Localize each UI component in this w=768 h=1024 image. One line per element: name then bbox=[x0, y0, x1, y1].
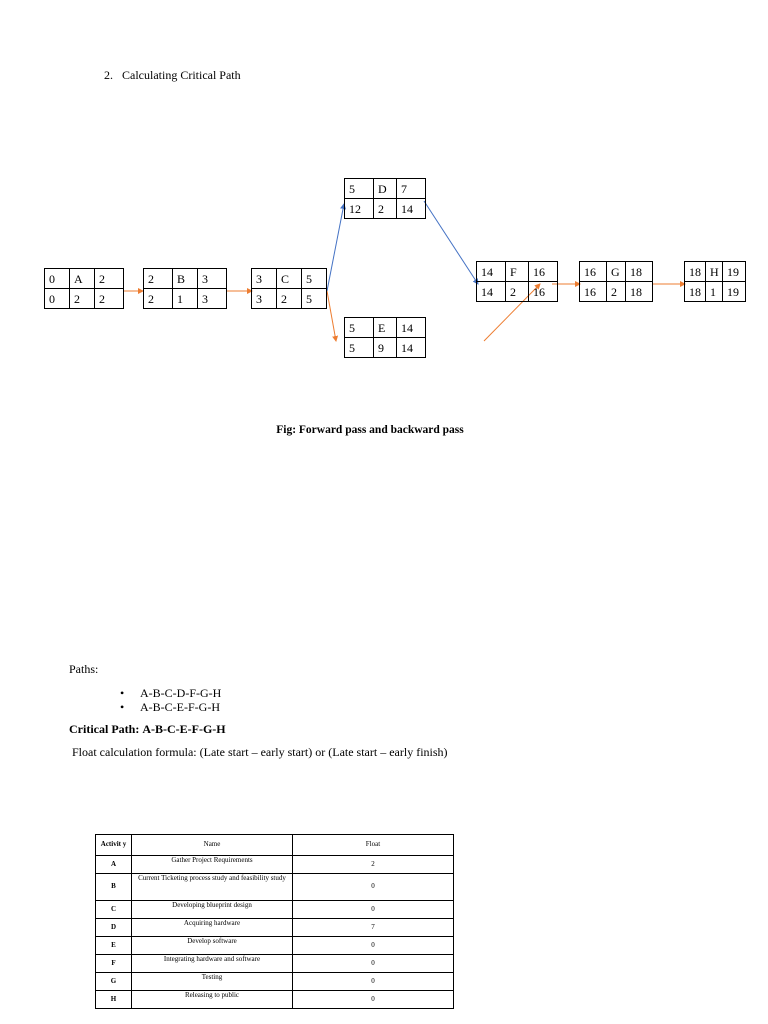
node-a-late-finish: 2 bbox=[95, 289, 124, 309]
node-h-late-finish: 19 bbox=[723, 282, 746, 302]
node-h-early-start: 18 bbox=[685, 262, 706, 282]
activity-name: Integrating hardware and software bbox=[132, 955, 293, 973]
node-b bbox=[143, 268, 227, 309]
node-h-label: H bbox=[706, 262, 723, 282]
node-d-late-finish: 14 bbox=[397, 199, 426, 219]
activity-name: Testing bbox=[132, 973, 293, 991]
node-c-late-start: 3 bbox=[252, 289, 277, 309]
activity-name: Releasing to public bbox=[132, 991, 293, 1009]
node-f-early-start: 14 bbox=[477, 262, 506, 282]
node-d-duration: 2 bbox=[374, 199, 397, 219]
heading-text: Calculating Critical Path bbox=[122, 68, 241, 82]
node-c bbox=[251, 268, 327, 309]
node-e-early-finish: 14 bbox=[397, 318, 426, 338]
heading-number: 2. bbox=[104, 68, 113, 82]
node-d bbox=[344, 178, 426, 219]
activity-code: A bbox=[96, 856, 132, 874]
node-g-late-start: 16 bbox=[580, 282, 607, 302]
node-a-early-finish: 2 bbox=[95, 269, 124, 289]
node-g-early-finish: 18 bbox=[626, 262, 653, 282]
activity-name: Developing blueprint design bbox=[132, 901, 293, 919]
node-g bbox=[579, 261, 653, 302]
node-a-duration: 2 bbox=[70, 289, 95, 309]
node-h bbox=[684, 261, 746, 302]
node-b-early-finish: 3 bbox=[198, 269, 227, 289]
table-header-row bbox=[96, 835, 454, 856]
activity-float: 0 bbox=[293, 955, 454, 973]
figure-caption: Fig: Forward pass and backward pass bbox=[276, 424, 464, 436]
table-row bbox=[96, 901, 454, 919]
node-g-early-start: 16 bbox=[580, 262, 607, 282]
activity-code: F bbox=[96, 955, 132, 973]
node-g-late-finish: 18 bbox=[626, 282, 653, 302]
node-b-label: B bbox=[173, 269, 198, 289]
node-g-label: G bbox=[607, 262, 626, 282]
table-row bbox=[96, 955, 454, 973]
activity-code: E bbox=[96, 937, 132, 955]
node-c-early-start: 3 bbox=[252, 269, 277, 289]
node-b-early-start: 2 bbox=[144, 269, 173, 289]
table-row bbox=[96, 919, 454, 937]
node-e-late-finish: 14 bbox=[397, 338, 426, 358]
activity-float: 0 bbox=[293, 874, 454, 901]
node-a-label: A bbox=[70, 269, 95, 289]
activity-code: B bbox=[96, 874, 132, 901]
column-header-float: Float bbox=[293, 835, 454, 856]
arrow-d-f bbox=[424, 201, 478, 284]
node-g-duration: 2 bbox=[607, 282, 626, 302]
float-formula: Float calculation formula: (Late start – early start) or (Late start – early finish) bbox=[72, 745, 448, 759]
node-f-late-finish: 16 bbox=[529, 282, 558, 302]
critical-path bbox=[69, 722, 226, 737]
node-h-duration: 1 bbox=[706, 282, 723, 302]
arrow-c-d bbox=[327, 204, 344, 291]
activity-code: C bbox=[96, 901, 132, 919]
node-a-early-start: 0 bbox=[45, 269, 70, 289]
node-d-late-start: 12 bbox=[345, 199, 374, 219]
table-row bbox=[96, 856, 454, 874]
activity-code: D bbox=[96, 919, 132, 937]
paths-label: Paths: bbox=[69, 662, 99, 676]
activity-float: 0 bbox=[293, 973, 454, 991]
table-row bbox=[96, 991, 454, 1009]
critical-path-label: Critical Path: bbox=[69, 722, 140, 736]
node-f bbox=[476, 261, 558, 302]
node-e-early-start: 5 bbox=[345, 318, 374, 338]
table-row bbox=[96, 973, 454, 991]
node-d-early-finish: 7 bbox=[397, 179, 426, 199]
column-header-activity: Activit y bbox=[96, 835, 132, 856]
activity-float: 0 bbox=[293, 991, 454, 1009]
activity-name: Develop software bbox=[132, 937, 293, 955]
activity-name: Acquiring hardware bbox=[132, 919, 293, 937]
activity-name: Current Ticketing process study and feasibility study bbox=[132, 874, 293, 901]
node-f-early-finish: 16 bbox=[529, 262, 558, 282]
node-b-duration: 1 bbox=[173, 289, 198, 309]
node-c-label: C bbox=[277, 269, 302, 289]
node-e-late-start: 5 bbox=[345, 338, 374, 358]
node-c-late-finish: 5 bbox=[302, 289, 327, 309]
path-item: • A-B-C-D-F-G-H bbox=[120, 686, 221, 700]
table-row bbox=[96, 937, 454, 955]
activity-float: 0 bbox=[293, 937, 454, 955]
node-b-late-start: 2 bbox=[144, 289, 173, 309]
activity-float: 0 bbox=[293, 901, 454, 919]
node-a bbox=[44, 268, 124, 309]
activity-float: 7 bbox=[293, 919, 454, 937]
node-e bbox=[344, 317, 426, 358]
node-c-duration: 2 bbox=[277, 289, 302, 309]
activity-float: 2 bbox=[293, 856, 454, 874]
node-f-duration: 2 bbox=[506, 282, 529, 302]
critical-path-value: A-B-C-E-F-G-H bbox=[142, 722, 226, 736]
node-e-label: E bbox=[374, 318, 397, 338]
node-d-early-start: 5 bbox=[345, 179, 374, 199]
float-table bbox=[95, 834, 454, 1009]
activity-name: Gather Project Requirements bbox=[132, 856, 293, 874]
path-item: • A-B-C-E-F-G-H bbox=[120, 700, 221, 714]
node-c-early-finish: 5 bbox=[302, 269, 327, 289]
node-h-late-start: 18 bbox=[685, 282, 706, 302]
node-d-label: D bbox=[374, 179, 397, 199]
column-header-name: Name bbox=[132, 835, 293, 856]
arrow-c-e bbox=[327, 291, 336, 341]
activity-code: H bbox=[96, 991, 132, 1009]
node-e-duration: 9 bbox=[374, 338, 397, 358]
table-row bbox=[96, 874, 454, 901]
node-a-late-start: 0 bbox=[45, 289, 70, 309]
node-b-late-finish: 3 bbox=[198, 289, 227, 309]
node-f-late-start: 14 bbox=[477, 282, 506, 302]
node-h-early-finish: 19 bbox=[723, 262, 746, 282]
activity-code: G bbox=[96, 973, 132, 991]
path-list bbox=[120, 686, 221, 714]
node-f-label: F bbox=[506, 262, 529, 282]
